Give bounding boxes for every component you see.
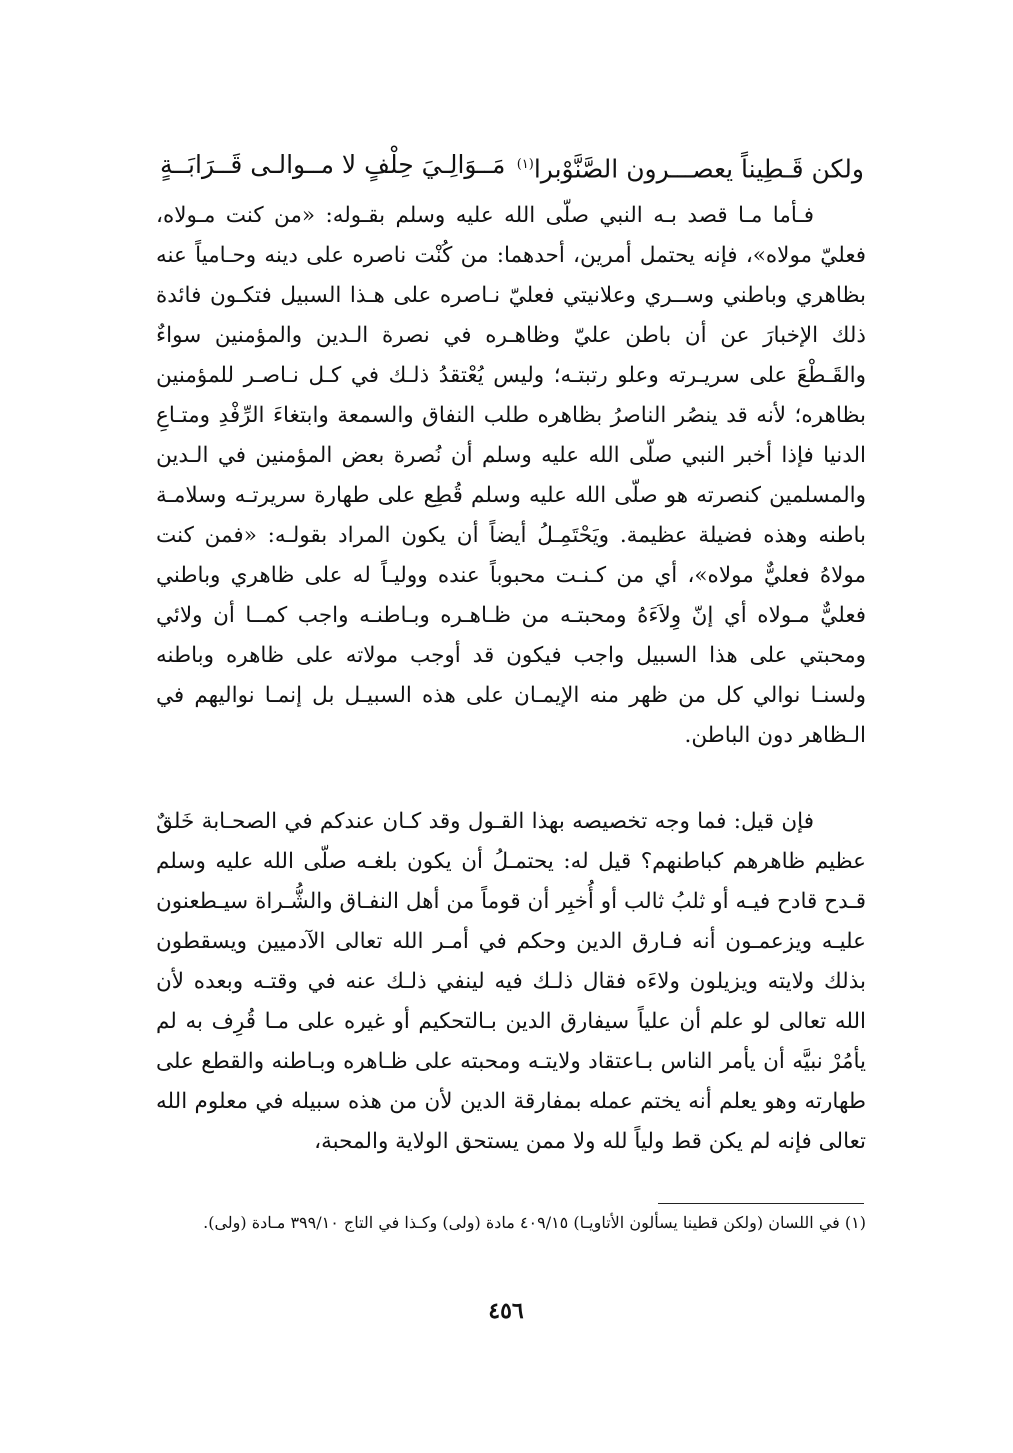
paragraph-1: فـأما مـا قصد بـه النبي صلّى الله عليه وسلم بقـوله: «من كنت مـولاه، فعليّ مولاه»، فإنه يحتمل أمرين، أحدهما: من كُنْت ناصره على دينه وحـامياً عنه بظاهري وباطني وســري وعلانيتي فعليّ نـاصره على هـذا السبيل فتكـون فائدة ذلك الإخبارَ عن أن باطن عليّ وظاهـره في نصرة الـدين والمؤمنين سواءٌ والقَـطْعَ على سريـرته وعلو رتبتـه؛ وليس يُعْتقدُ ذلـك في كـل نـاصـر للمؤمنين بظاهره؛ لأنه قد ينصُر الناصرُ بظاهره طلب النفاق والسمعة وابتغاءَ الرِّفْدِ ومتـاعِ الدنيا فإذا أخبر النبي صلّى الله عليه وسلم أن نُصرة بعض المؤمنين في الـدين والمسلمين كنصرته هو صلّى الله عليه وسلم قُطِع على طهارة سريرتـه وسلامـة باطنه وهذه فضيلة عظيمة. ويَحْتَمِـلُ أيضاً أن يكون المراد بقولـه: «فمن كنت مولاهُ فعليٌّ مولاه»، أي من كـنـت محبوباً عنده ووليـاً له على ظاهري وباطني فعليٌّ مـولاه أي إنّ وِلاَءَهُ ومحبتـه من ظـاهـره وبـاطنـه واجب كمــا أن ولائي ومحبتي على هذا السبيل واجب فيكون قد أوجب مولاته على ظاهره وباطنه ولسنـا نوالي كل من ظهر منه الإيمـان على هذه السبيـل بل إنمـا نواليهم في الـظاهر دون الباطن. [156,203,867,748]
footnote-separator [658,1203,864,1204]
page-number: ٤٥٦ [488,1298,524,1324]
paragraph-2: فإن قيل: فما وجه تخصيصه بهذا القـول وقد كـان عندكم في الصحـابة خَلقٌ عظيم ظاهرهم كباطنهم؟ قيل له: يحتمـلُ أن يكون بلغـه صلّى الله عليه وسلم قـدح قادح فيـه أو ثلبُ ثالب أو أُخبِر أن قوماً من أهل النفـاق والشُّـراة سيـطعنون عليـه ويزعمـون أنه فـارق الدين وحكم في أمـر الله تعالى الآدميين ويسقطون بذلك ولايته ويزيلون ولاءَه فقال ذلـك فيه لينفي ذلـك عنه في وقتـه وبعده لأن الله تعالى لو علم أن علياً سيفارق الدين بـالتحكيم أو غيره على مـا قُرِف به لم يأمُرْ نبيَّه أن يأمر الناس بـاعتقاد ولايتـه ومحبته على ظـاهره وبـاطنه والقطع على طهارته وهو يعلم أنه يختم عمله بمفارقة الدين لأن من هذه سبيله في معلوم الله تعالى فإنه لم يكن قط ولياً لله ولا ممن يستحق الولاية والمحبة، [156,809,866,1154]
footnote-reference: (١) [516,157,534,172]
verse-first-hemistich [517,142,864,192]
first-hemistich-text: ولكن قَـطِيناً يعصـــرون الصَّنَّوْبرا [533,154,864,184]
footnote: (١) في اللسان (ولكن قطينا يسألون الأتاويـا) ٤٠٩/١٥ مادة (ولى) وكـذا في التاج ٣٩٩/١٠ مـادة (ولى). [203,1213,866,1232]
poetry-verse [160,142,864,188]
verse-second-hemistich: مَــوَالِـيَ حِلْفٍ لا مــوالـى قَــرَابَــةٍ [160,150,506,179]
